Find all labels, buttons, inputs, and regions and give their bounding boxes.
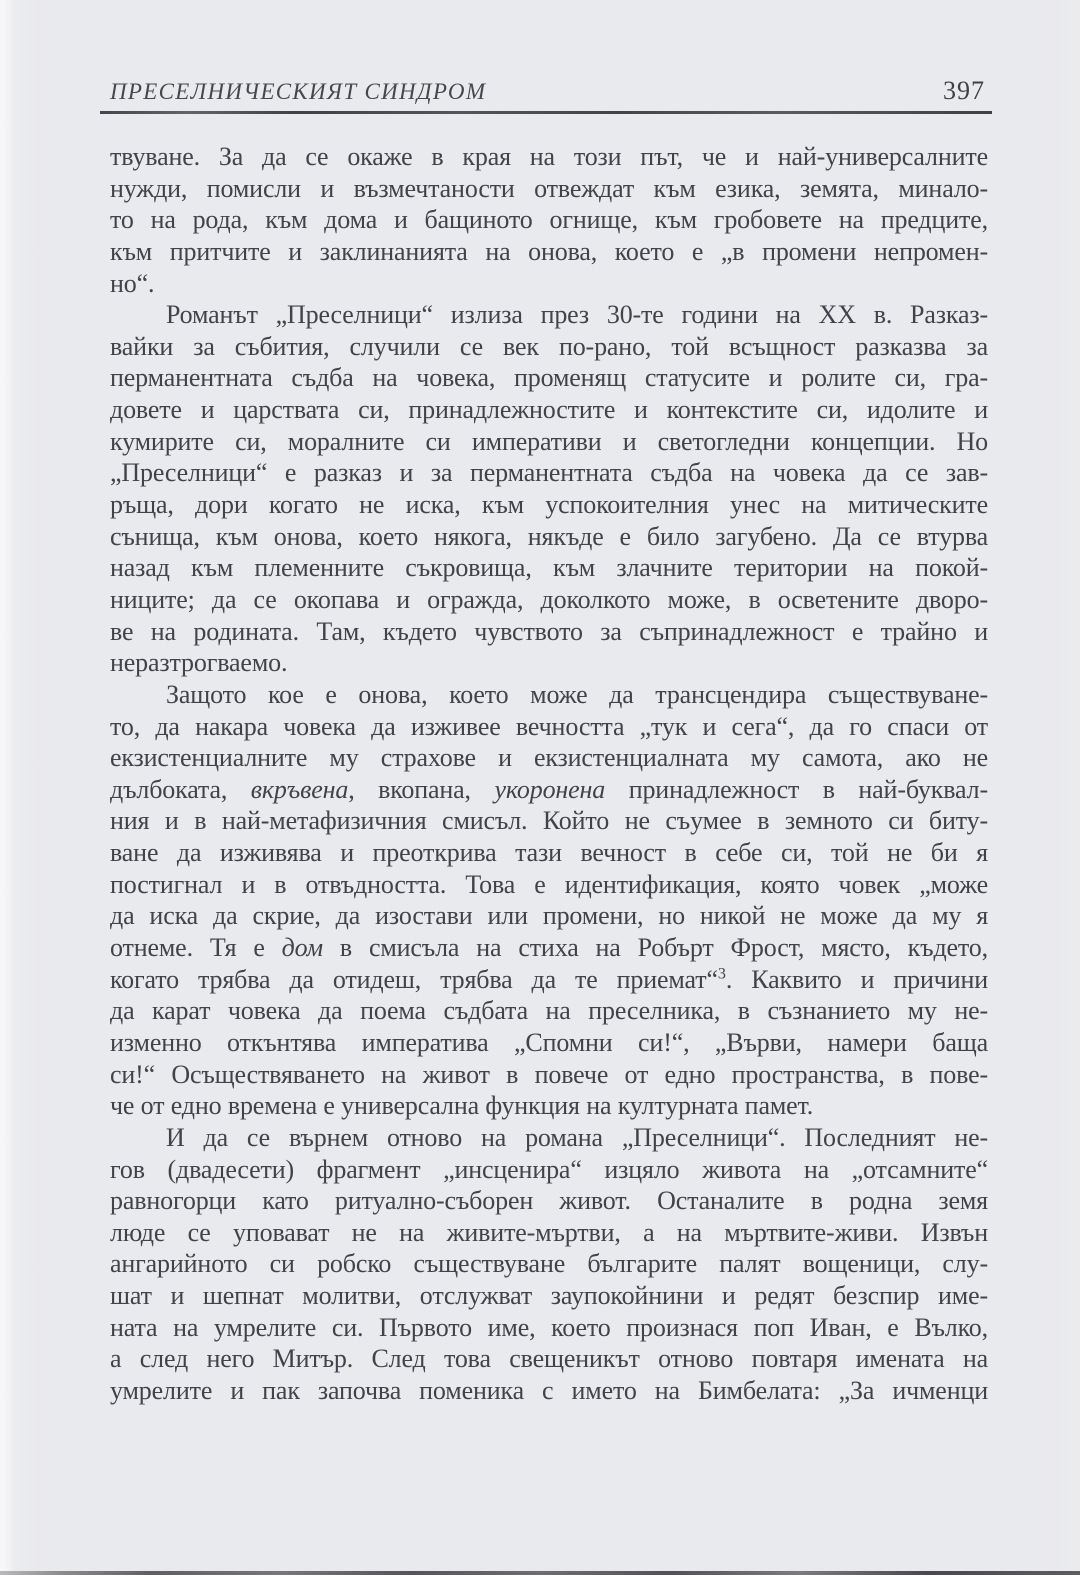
text-line — [110, 204, 988, 236]
text-line — [110, 964, 988, 996]
text-line — [110, 1312, 988, 1344]
text-segment: „Преселници“ е разказ и за перманентната съдба на човека да се зав- — [110, 458, 988, 488]
text-line — [110, 552, 988, 584]
text-line — [110, 1154, 988, 1186]
text-line — [110, 521, 988, 553]
scan-edge-bottom — [0, 1571, 1080, 1575]
text-line — [110, 805, 988, 837]
text-line — [110, 869, 988, 901]
text-segment: . Каквито и причини — [725, 964, 988, 994]
text-segment: вкръвена — [250, 774, 349, 804]
page-header — [110, 76, 985, 106]
text-line — [110, 1248, 988, 1280]
text-segment: постигнал и в отвъдността. Това е идентификация, която човек „може — [110, 869, 988, 899]
text-segment: довете и царствата си, принадлежностите и контекстите си, идолите и — [110, 395, 988, 425]
text-line — [110, 141, 988, 173]
text-line — [110, 362, 988, 394]
text-line — [110, 1375, 988, 1407]
text-segment: укоронена — [494, 774, 606, 804]
text-line — [110, 1122, 988, 1154]
text-line — [110, 1280, 988, 1312]
text-segment: изменно откънтява императива „Спомни си!“, „Върви, намери баща — [110, 1027, 988, 1057]
text-line — [110, 1090, 988, 1122]
footnote-reference: 3 — [717, 965, 726, 982]
text-line — [110, 236, 988, 268]
text-line — [110, 616, 988, 648]
text-segment: че от едно времена е универсална функция на културната памет. — [110, 1091, 814, 1121]
running-title: ПРЕСЕЛНИЧЕСКИЯТ СИНДРОМ — [110, 79, 487, 104]
text-line — [110, 774, 988, 806]
text-segment: дом — [281, 933, 323, 963]
text-line — [110, 837, 988, 869]
scan-shadow-left — [0, 0, 14, 1575]
text-segment: ангарийното си робско съществуване българите палят вощеници, слу- — [110, 1249, 988, 1279]
text-segment: принадлежност в най-буквал- — [605, 774, 988, 804]
text-line — [110, 647, 988, 679]
text-line — [110, 489, 988, 521]
text-segment: гов (двадесети) фрагмент „инсценира“ изцяло живота на „отсамните“ — [110, 1154, 988, 1184]
text-segment: Романът „Преселници“ излиза през 30-те години на ХХ в. Разказ- — [166, 300, 988, 330]
text-segment: когато трябва да отидеш, трябва да те приемат“ — [110, 964, 718, 994]
text-line — [110, 1027, 988, 1059]
text-line — [110, 995, 988, 1027]
text-line — [110, 1217, 988, 1249]
text-segment: към притчите и заклинанията на онова, което е „в промени непромен- — [110, 236, 988, 266]
text-segment: ве на родината. Там, където чувството за съпринадлежност е трайно и — [110, 616, 988, 646]
text-segment: назад към племенните съкровища, към злачните територии на покой- — [110, 553, 988, 583]
text-line — [110, 932, 988, 964]
text-segment: сънища, към онова, което някога, някъде е било загубено. Да се втурва — [110, 521, 988, 551]
text-line — [110, 711, 988, 743]
text-segment: ниците; да се окопава и огражда, доколкото може, в осветените дворо- — [110, 584, 988, 614]
text-line — [110, 394, 988, 426]
text-segment: равногорци като ритуално-съборен живот. Останалите в родна земя — [110, 1186, 988, 1216]
text-segment: а след него Митър. След това свещеникът отново повтаря имената на — [110, 1344, 988, 1374]
page-number: 397 — [943, 76, 985, 105]
text-segment: нужди, помисли и възмечтаности отвеждат към езика, земята, минало- — [110, 173, 988, 203]
text-line — [110, 173, 988, 205]
body-text — [110, 141, 988, 1407]
text-segment: умрелите и пак започва поменика с името на Бимбелата: „За ичменци — [110, 1375, 988, 1405]
header-rule — [100, 111, 992, 114]
text-line — [110, 584, 988, 616]
text-segment: си!“ Осъществяването на живот в повече от едно пространства, в пове- — [110, 1059, 988, 1089]
text-segment: , вкопана, — [348, 774, 495, 804]
text-segment: неразтрогваемо. — [110, 648, 288, 678]
text-line — [110, 457, 988, 489]
text-segment: вайки за събития, случили се век по-рано, той всъщност разказва за — [110, 331, 988, 361]
text-segment: то на рода, към дома и бащиното огнище, към гробовете на предците, — [110, 205, 988, 235]
text-line — [110, 742, 988, 774]
text-line — [110, 331, 988, 363]
text-line — [110, 1343, 988, 1375]
text-segment: да карат човека да поема съдбата на преселника, в съзнанието му не- — [110, 996, 988, 1026]
text-segment: кумирите си, моралните си императиви и светогледни концепции. Но — [110, 426, 988, 456]
text-line — [110, 679, 988, 711]
text-segment: но“. — [110, 268, 155, 298]
text-segment: перманентната съдба на човека, променящ статусите и ролите си, гра- — [110, 363, 988, 393]
text-line — [110, 426, 988, 458]
text-segment: в смисъла на стиха на Робърт Фрост, място, където, — [322, 933, 988, 963]
text-segment: люде се уповават не на живите-мъртви, а на мъртвите-живи. Извън — [110, 1217, 988, 1247]
text-segment: твуване. За да се окаже в края на този път, че и най-универсалните — [110, 142, 988, 171]
text-segment: дълбоката, — [110, 774, 251, 804]
text-segment: ната на умрелите си. Първото име, което произнася поп Иван, е Вълко, — [110, 1312, 988, 1342]
text-segment: да иска да скрие, да изостави или промени, но никой не може да му я — [110, 901, 988, 931]
text-segment: ване да изживява и преоткрива тази вечност в себе си, той не би я — [110, 838, 988, 868]
text-line — [110, 1185, 988, 1217]
text-line — [110, 268, 988, 300]
text-segment: отнеме. Тя е — [110, 933, 282, 963]
text-line — [110, 299, 988, 331]
text-segment: ния и в най-метафизичния смисъл. Който не съумее в земното си биту- — [110, 806, 988, 836]
text-line — [110, 900, 988, 932]
text-segment: то, да накара човека да изживее вечността „тук и сега“, да го спаси от — [110, 711, 988, 741]
text-segment: Защото кое е онова, което може да трансцендира съществуване- — [166, 679, 988, 709]
text-segment: шат и шепнат молитви, отслужват заупокойнини и редят безспир име- — [110, 1281, 988, 1311]
text-segment: ръща, дори когато не иска, към успокоителния унес на митическите — [110, 490, 988, 520]
text-line — [110, 1059, 988, 1091]
text-segment: И да се върнем отново на романа „Преселници“. Последният не- — [166, 1122, 988, 1152]
text-segment: екзистенциалните му страхове и екзистенциалната му самота, ако не — [110, 743, 988, 773]
